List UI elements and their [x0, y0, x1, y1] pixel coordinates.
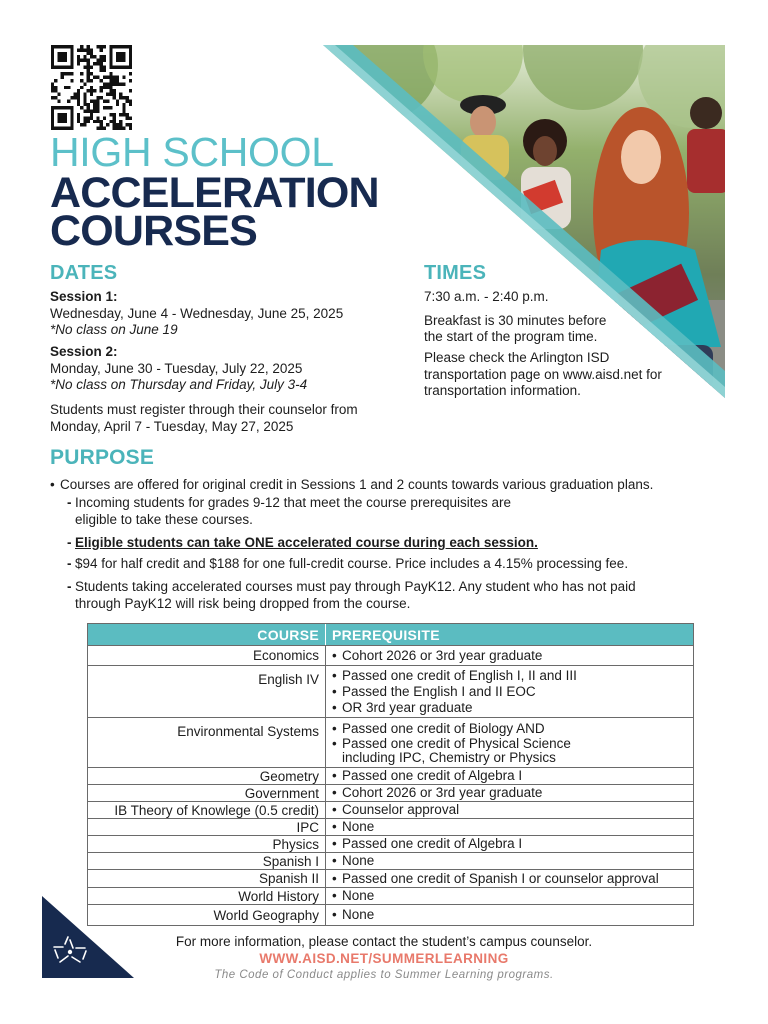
course-name: Government — [88, 785, 326, 801]
purpose-point-emphasis: - Eligible students can take ONE accelerated course during each session. — [50, 534, 653, 551]
title-courses: COURSES — [50, 207, 258, 255]
course-name: Spanish I — [88, 853, 326, 869]
prerequisite-item: • Passed one credit of Biology AND — [332, 720, 687, 737]
prerequisite-item: • Cohort 2026 or 3rd year graduate — [332, 648, 687, 664]
table-row — [88, 801, 693, 818]
table-row — [88, 717, 693, 767]
course-prerequisite-table — [87, 623, 694, 926]
session1-range: Wednesday, June 4 - Wednesday, June 25, 2025 — [50, 305, 344, 321]
prerequisite-item: • Passed the English I and II EOC — [332, 684, 687, 700]
course-name: IPC — [88, 819, 326, 835]
table-row — [88, 818, 693, 835]
table-row — [88, 904, 693, 925]
purpose-point-payment: - Students taking accelerated courses must pay through PayK12. Any student who has not paid through PayK12 will risk being dropped from the course. — [50, 578, 653, 612]
course-name: Economics — [88, 646, 326, 665]
breakfast-note: Breakfast is 30 minutes before the start of the program time. — [424, 312, 607, 344]
prerequisite-list — [326, 802, 693, 818]
purpose-point-price: - $94 for half credit and $188 for one full-credit course. Price includes a 4.15% processing fee. — [50, 555, 653, 572]
dates-section — [50, 289, 358, 435]
table-row — [88, 645, 693, 665]
table-row — [88, 835, 693, 852]
summer-learning-link[interactable]: WWW.AISD.NET/SUMMERLEARNING — [259, 951, 509, 966]
contact-note: For more information, please contact the student’s campus counselor. — [175, 934, 593, 949]
table-header — [88, 624, 693, 645]
prerequisite-item: • None — [332, 819, 687, 835]
code-of-conduct-note: The Code of Conduct applies to Summer Learning programs. — [214, 969, 554, 981]
prerequisite-item: • Passed one credit of English I, II and III — [332, 668, 687, 684]
header-course: COURSE — [88, 624, 326, 645]
prerequisite-list — [326, 888, 693, 904]
times-heading: TIMES — [424, 262, 487, 284]
prerequisite-item: • OR 3rd year graduate — [332, 700, 687, 716]
purpose-point: - Incoming students for grades 9-12 that meet the course prerequisites are eligible to take these courses. — [50, 494, 653, 528]
prerequisite-list — [326, 718, 693, 767]
course-name: World Geography — [88, 905, 326, 925]
prerequisite-item: • Passed one credit of Physical Science including IPC, Chemistry or Physics — [332, 737, 687, 765]
prerequisite-list — [326, 905, 693, 925]
dates-heading: DATES — [50, 262, 118, 284]
prerequisite-list — [326, 785, 693, 801]
prerequisite-list — [326, 870, 693, 887]
transportation-note: Please check the Arlington ISD transportation page on www.aisd.net for transportation information. — [424, 350, 662, 398]
prerequisite-item: • Counselor approval — [332, 802, 687, 818]
session2-label: Session 2: — [50, 344, 118, 359]
title-high-school: HIGH SCHOOL — [50, 129, 334, 175]
session1-label: Session 1: — [50, 289, 118, 304]
prerequisite-list — [326, 819, 693, 835]
times-section — [424, 289, 662, 400]
table-row — [88, 767, 693, 784]
prerequisite-item: • Cohort 2026 or 3rd year graduate — [332, 785, 687, 801]
program-hours: 7:30 a.m. - 2:40 p.m. — [424, 289, 549, 304]
prerequisite-item: • Passed one credit of Algebra I — [332, 768, 687, 784]
session2-note: *No class on Thursday and Friday, July 3-4 — [50, 377, 308, 392]
prerequisite-list — [326, 853, 693, 869]
table-row — [88, 852, 693, 869]
prerequisite-item: • None — [332, 907, 687, 923]
course-name: Environmental Systems — [88, 718, 326, 767]
table-row — [88, 784, 693, 801]
registration-text: Students must register through their counselor from Monday, April 7 - Tuesday, May 27, 2025 — [50, 402, 358, 434]
qr-code-icon — [51, 45, 132, 130]
prerequisite-item: • Passed one credit of Algebra I — [332, 836, 687, 852]
title-acceleration: ACCELERATION — [50, 169, 379, 217]
purpose-section — [50, 476, 653, 612]
course-name: Physics — [88, 836, 326, 852]
prerequisite-list — [326, 768, 693, 784]
header-prerequisite: PREREQUISITE — [332, 626, 440, 643]
table-row — [88, 887, 693, 904]
prerequisite-item: • Passed one credit of Spanish I or counselor approval — [332, 871, 687, 887]
session1-note: *No class on June 19 — [50, 322, 178, 337]
prerequisite-list — [326, 666, 693, 717]
table-row — [88, 869, 693, 887]
purpose-main-bullet: • Courses are offered for original credit in Sessions 1 and 2 counts towards various graduation plans. — [50, 476, 653, 493]
course-name: English IV — [88, 666, 326, 717]
course-name: IB Theory of Knowlege (0.5 credit) — [88, 802, 326, 818]
course-name: Geometry — [88, 768, 326, 784]
table-row — [88, 665, 693, 717]
course-name: Spanish II — [88, 870, 326, 887]
course-name: World History — [88, 888, 326, 904]
prerequisite-item: • None — [332, 888, 687, 904]
prerequisite-list — [326, 836, 693, 852]
prerequisite-item: • None — [332, 853, 687, 869]
prerequisite-list — [326, 646, 693, 665]
session2-range: Monday, June 30 - Tuesday, July 22, 2025 — [50, 360, 303, 376]
purpose-heading: PURPOSE — [50, 446, 155, 469]
